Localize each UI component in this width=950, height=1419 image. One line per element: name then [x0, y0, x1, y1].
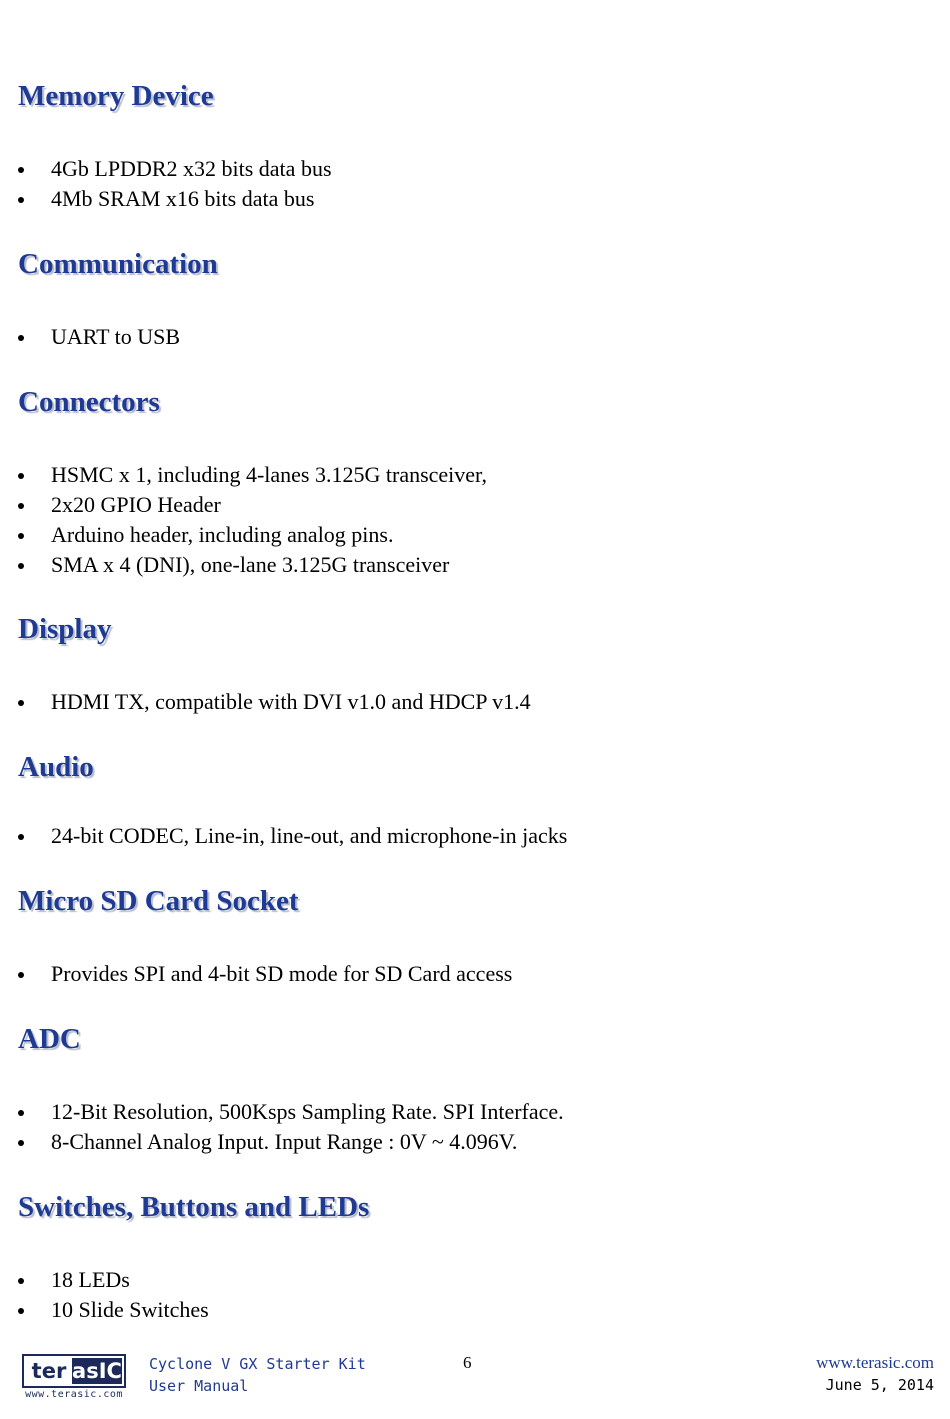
section-heading-adc: ADC — [18, 1023, 81, 1055]
bullet-dot — [18, 700, 24, 706]
list-item-text: 18 LEDs — [51, 1267, 130, 1292]
list-item-text: 12-Bit Resolution, 500Ksps Sampling Rate. SPI Interface. — [51, 1099, 564, 1124]
bullet-dot — [18, 834, 24, 840]
page-number: 6 — [463, 1353, 472, 1372]
list-item-text: Provides SPI and 4-bit SD mode for SD Card access — [51, 961, 513, 986]
list-item-text: SMA x 4 (DNI), one-lane 3.125G transceiver — [51, 552, 450, 577]
list-item-text: 4Mb SRAM x16 bits data bus — [51, 186, 315, 211]
bullet-dot — [18, 533, 24, 539]
list-item-text: 2x20 GPIO Header — [51, 492, 221, 517]
list-item-text: 24-bit CODEC, Line-in, line-out, and microphone-in jacks — [51, 823, 568, 848]
bullet-dot — [18, 503, 24, 509]
bullet-dot — [18, 473, 24, 479]
bullet-dot — [18, 335, 24, 341]
bullet-dot — [18, 563, 24, 569]
section-heading-switches-buttons-leds: Switches, Buttons and LEDs — [18, 1191, 370, 1223]
section-heading-connectors: Connectors — [18, 386, 160, 418]
list-item-text: UART to USB — [51, 324, 181, 349]
section-heading-micro-sd-card-socket: Micro SD Card Socket — [18, 885, 299, 917]
section-heading-communication: Communication — [18, 248, 218, 280]
footer-doc-title: Cyclone V GX Starter Kit — [149, 1355, 366, 1373]
logo-frame — [22, 1354, 126, 1388]
logo-url: www.terasic.com — [25, 1389, 123, 1400]
list-item-text: 10 Slide Switches — [51, 1297, 209, 1322]
terasic-logo — [22, 1354, 126, 1402]
section-heading-display: Display — [18, 613, 112, 645]
bullet-dot — [18, 1140, 24, 1146]
logo-text-left: ter — [26, 1358, 72, 1384]
logo-text-right: asIC — [72, 1359, 122, 1383]
bullet-dot — [18, 1110, 24, 1116]
list-item-text: 8-Channel Analog Input. Input Range : 0V ~ 4.096V. — [51, 1129, 518, 1154]
list-item-text: HSMC x 1, including 4-lanes 3.125G transceiver, — [51, 462, 487, 487]
footer-doc-subtitle: User Manual — [149, 1377, 249, 1395]
list-item-text: Arduino header, including analog pins. — [51, 522, 394, 547]
bullet-dot — [18, 972, 24, 978]
footer-date: June 5, 2014 — [825, 1376, 934, 1394]
footer-website: www.terasic.com — [816, 1353, 934, 1372]
bullet-dot — [18, 197, 24, 203]
bullet-dot — [18, 1278, 24, 1284]
bullet-dot — [18, 167, 24, 173]
list-item-text: HDMI TX, compatible with DVI v1.0 and HDCP v1.4 — [51, 689, 531, 714]
list-item-text: 4Gb LPDDR2 x32 bits data bus — [51, 156, 332, 181]
section-heading-audio: Audio — [18, 751, 94, 783]
bullet-dot — [18, 1308, 24, 1314]
section-heading-memory-device: Memory Device — [18, 80, 214, 112]
